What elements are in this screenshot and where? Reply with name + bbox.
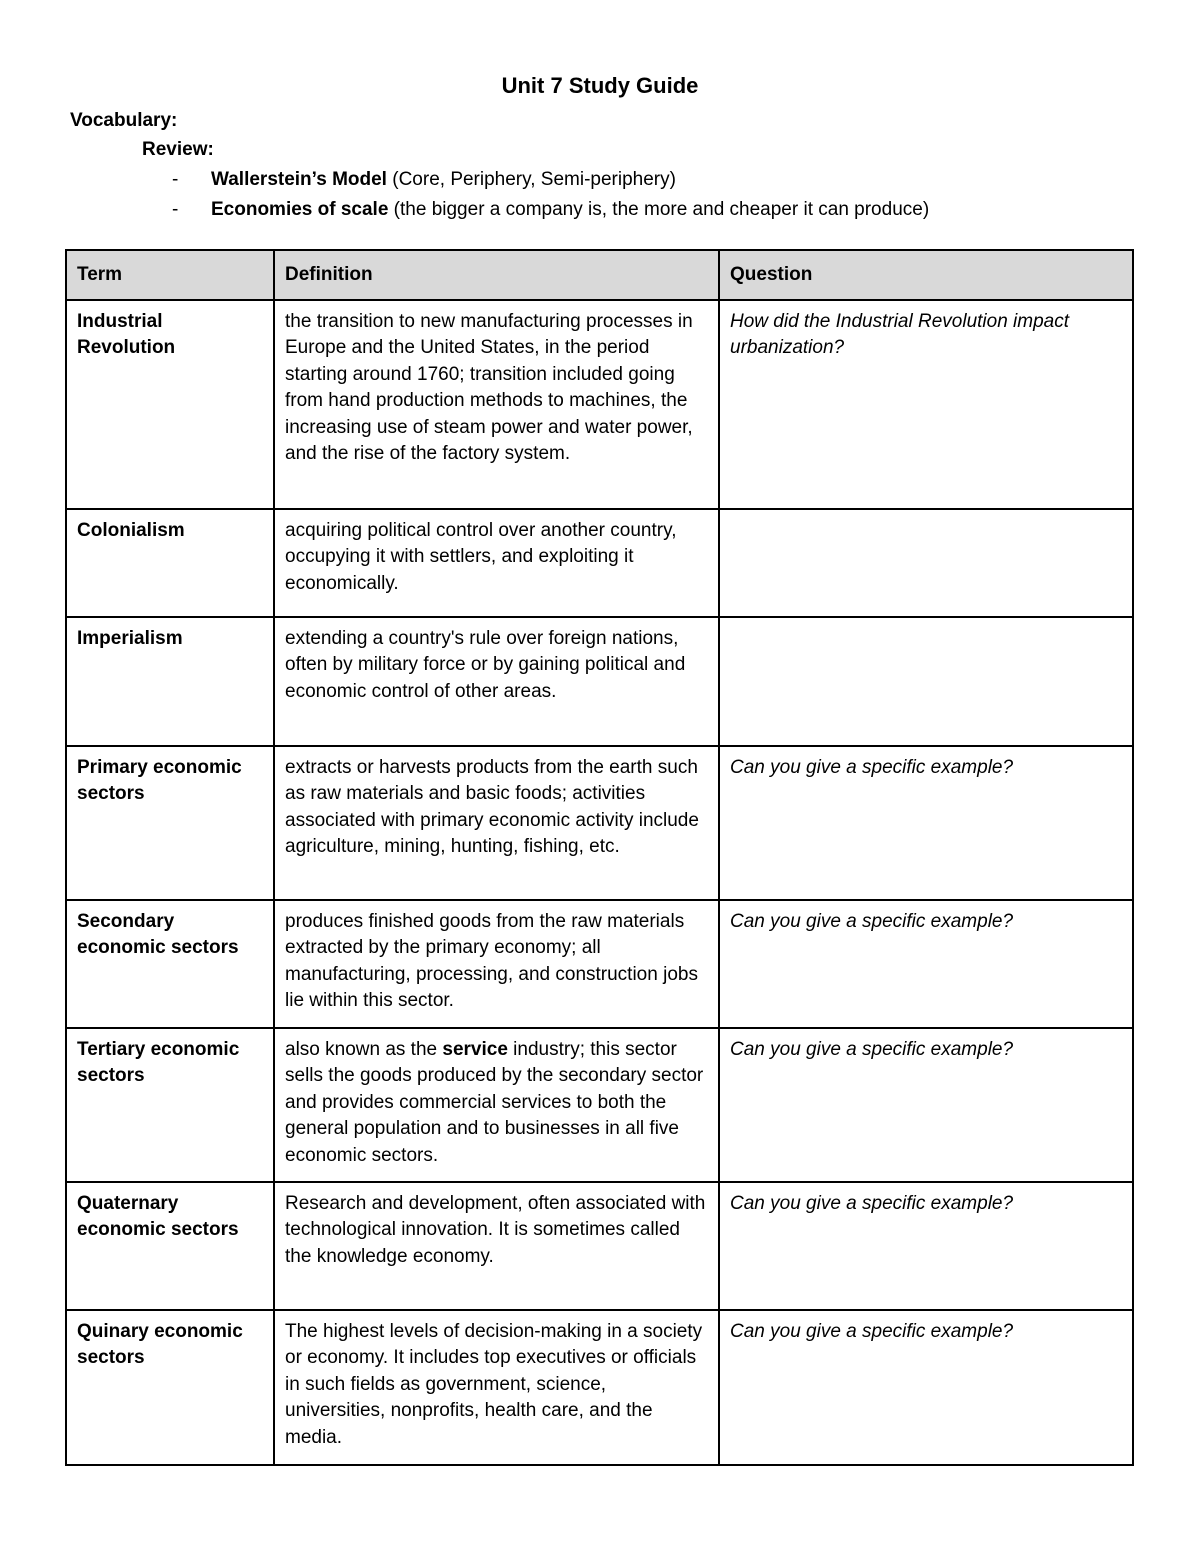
question-cell: How did the Industrial Revolution impact urbanization? (719, 300, 1133, 509)
table-row (66, 746, 1133, 900)
dash-bullet-icon: - (172, 199, 179, 220)
definition-cell: acquiring political control over another country, occupying it with settlers, and exploiting it economically. (274, 509, 719, 617)
review-heading: Review: (142, 139, 214, 160)
definition-text: also known as the (285, 1038, 443, 1060)
question-cell: Can you give a specific example? (719, 900, 1133, 1028)
review-item-detail: (Core, Periphery, Semi-periphery) (386, 169, 676, 190)
definition-cell: extracts or harvests products from the earth such as raw materials and basic foods; activities associated with primary economic activity include agriculture, mining, hunting, fishing, etc. (274, 746, 719, 900)
table-row (66, 1182, 1133, 1310)
definition-cell: Research and development, often associated with technological innovation. It is sometimes called the knowledge economy. (274, 1182, 719, 1310)
review-item-term: Wallerstein’s Model (211, 169, 387, 190)
term-cell: Industrial Revolution (66, 300, 274, 509)
page-title: Unit 7 Study Guide (501, 73, 699, 98)
term-cell: Imperialism (66, 617, 274, 746)
term-cell: Colonialism (66, 509, 274, 617)
term-cell: Secondary economic sectors (66, 900, 274, 1028)
term-cell: Quinary economic sectors (66, 1310, 274, 1465)
table-row (66, 900, 1133, 1028)
review-item (172, 165, 929, 195)
term-cell: Primary economic sectors (66, 746, 274, 900)
question-cell: Can you give a specific example? (719, 1182, 1133, 1310)
question-cell (719, 509, 1133, 617)
term-cell: Quaternary economic sectors (66, 1182, 274, 1310)
question-cell: Can you give a specific example? (719, 746, 1133, 900)
definition-emphasis: service (442, 1038, 508, 1060)
definition-cell: extending a country's rule over foreign nations, often by military force or by gaining political and economic control of other areas. (274, 617, 719, 746)
header-definition: Definition (274, 250, 719, 300)
question-cell: Can you give a specific example? (719, 1028, 1133, 1182)
review-item (172, 195, 929, 225)
review-item-detail: (the bigger a company is, the more and cheaper it can produce) (388, 199, 930, 220)
definition-text: industry; this sector sells the goods produced by the secondary sector and provides commercial services to both the general population and to businesses in all five economic sectors. (285, 1038, 704, 1166)
header-question: Question (719, 250, 1133, 300)
definition-cell: The highest levels of decision-making in a society or economy. It includes top executives or officials in such fields as government, science, universities, nonprofits, health care, and the media. (274, 1310, 719, 1465)
question-cell (719, 617, 1133, 746)
table-row (66, 1028, 1133, 1182)
table-header-row (66, 250, 1133, 300)
table-row (66, 1310, 1133, 1465)
header-term: Term (66, 250, 274, 300)
table-row (66, 300, 1133, 509)
definition-cell: produces finished goods from the raw materials extracted by the primary economy; all manufacturing, processing, and construction jobs lie within this sector. (274, 900, 719, 1028)
vocabulary-heading: Vocabulary: (70, 110, 178, 131)
review-item-term: Economies of scale (211, 199, 389, 220)
review-list (172, 165, 929, 225)
table-row (66, 509, 1133, 617)
vocabulary-table (65, 249, 1134, 1466)
dash-bullet-icon: - (172, 169, 179, 190)
definition-cell: the transition to new manufacturing processes in Europe and the United States, in the period starting around 1760; transition included going from hand production methods to machines, the increasing use of steam power and water power, and the rise of the factory system. (274, 300, 719, 509)
table-row (66, 617, 1133, 746)
question-cell: Can you give a specific example? (719, 1310, 1133, 1465)
term-cell: Tertiary economic sectors (66, 1028, 274, 1182)
definition-cell (274, 1028, 719, 1182)
